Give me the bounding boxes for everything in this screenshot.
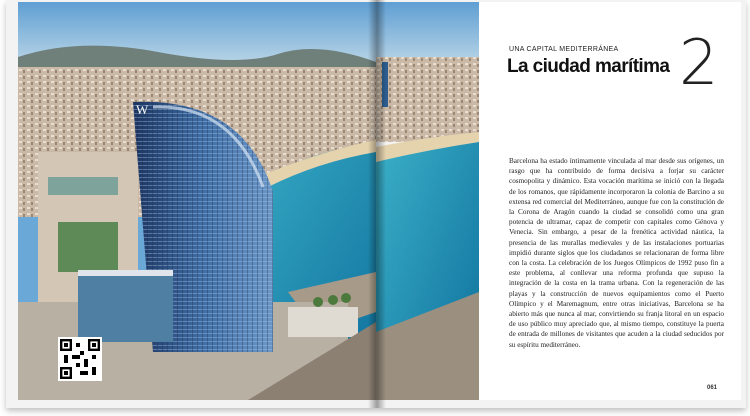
barcelona-coast-illustration bbox=[376, 2, 479, 400]
chapter-title: La ciudad marítima bbox=[507, 56, 670, 77]
chapter-number: 2 bbox=[679, 26, 719, 99]
aerial-photo-left bbox=[18, 2, 376, 400]
page-number: 061 bbox=[706, 385, 717, 391]
body-paragraph: Barcelona ha estado íntimamente vinculada al mar desde sus orígenes, un rasgo que ha contribuido de forma decisiva a forjar su carácter cosmopolita y dinámico. Esta vocación marítima se inició con la llegada de los romanos, que rápidamente incorporaron la colonia de Barcino a su extensa red comercial del Mediterráneo, aunque fue con la constitución de la Corona de Aragón cuando la ciudad se consolidó como una gran potencia de ultramar, capaz de competir con capitales como Génova y Venecia. Sin embargo, a pesar de la frenética actividad náutica, la presencia de las murallas medievales y de las instalaciones portuarias impidió durante siglos que los ciudadanos se relacionaran de forma libre con la costa. La celebración de los Juegos Olímpicos de 1992 puso fin a este problema, al conllevar una reforma profunda que supuso la integración de la costa en la trama urbana. Con la regeneración de las playas y la construcción de nuevos equipamientos como el Puerto Olímpico y el Maremagnum, entre otras iniciativas, Barcelona se ha abierto más que nunca al mar, convirtiendo su franja litoral en un espacio de uso público muy apreciado que, al mismo tiempo, constituye la puerta de entrada de millones de visitantes que acuden a la ciudad seducidos por su espíritu mediterráneo. bbox=[509, 157, 724, 349]
qr-code[interactable] bbox=[58, 337, 102, 381]
section-kicker: UNA CAPITAL MEDITERRÁNEA bbox=[509, 46, 619, 53]
qr-code-icon bbox=[60, 339, 100, 379]
aerial-photo-right bbox=[376, 2, 479, 400]
text-page bbox=[479, 2, 741, 400]
hotel-logo: W bbox=[136, 102, 149, 117]
open-book bbox=[6, 0, 746, 408]
